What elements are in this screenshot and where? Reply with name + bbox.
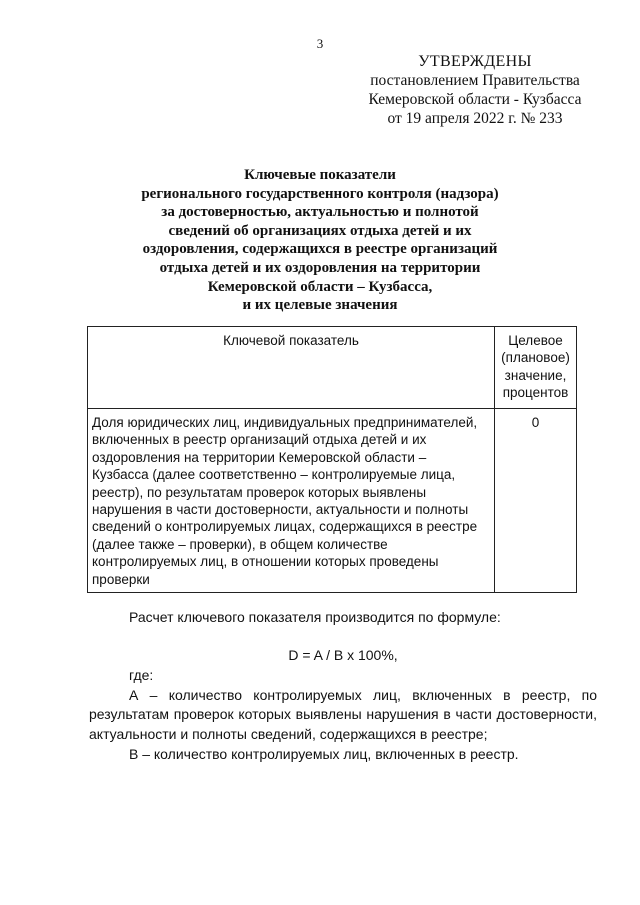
indicators-table [87,326,577,593]
title-line: за достоверностью, актуальностью и полнотой [161,204,479,221]
indicator-line: (далее также – проверки), в общем количестве [92,536,388,552]
page-number: 3 [316,36,324,51]
indicator-line: нарушения в части достоверности, актуальности и полноты [92,502,469,518]
title-line: Ключевые показатели [244,167,396,183]
definition-b: В – количество контролируемых лиц, включенных в реестр. [129,745,519,762]
indicator-line: Кузбасса (далее соответственно – контролируемые лица, [92,467,456,483]
indicator-description [88,409,495,593]
header-indicator: Ключевой показатель [88,327,495,409]
indicator-line: Доля юридических лиц, индивидуальных предпринимателей, [92,415,478,430]
header-target-value [495,327,577,409]
indicator-line: проверки [92,571,150,587]
header-target-line: (плановое) [501,350,570,366]
approval-line-3: от 19 апреля 2022 г. № 233 [387,110,563,127]
calculation-section [89,608,597,764]
approval-block [360,52,590,128]
indicator-line: реестр), по результатам проверок которых выявлены [92,484,427,500]
title-line: Кемеровской области – Кузбасса, [207,278,433,295]
approval-line-2: Кемеровской области - Кузбасса [368,91,582,108]
title-line: и их целевые значения [242,297,398,314]
title-line: оздоровления, содержащихся в реестре организаций [142,241,498,258]
approval-title: УТВЕРЖДЕНЫ [418,53,532,70]
indicator-line: включенных в реестр организаций отдыха детей и их [92,432,427,448]
table-row [88,409,577,593]
header-target-line: Целевое [508,333,563,348]
definition-a: А – количество контролируемых лиц, включенных в реестр, по результатам проверок которых выявлены нарушения в части достоверности, актуальности и полноты сведений, содержащихся в реестре; [89,686,597,742]
header-target-line: процентов [502,385,569,401]
title-line: отдыха детей и их оздоровления на территории [159,259,481,276]
header-target-line: значение, [504,367,567,383]
formula: D = A / B x 100%, [288,646,398,663]
indicator-line: сведений о контролируемых лицах, содержащихся в реестре [92,519,478,535]
target-value: 0 [495,409,577,593]
table-header-row [88,327,577,409]
calculation-intro: Расчет ключевого показателя производится по формуле: [129,609,501,625]
approval-line-1: постановлением Правительства [370,72,580,89]
title-line: сведений об организациях отдыха детей и их [168,222,472,239]
where-label: где: [129,667,154,684]
document-title [110,166,530,315]
indicator-line: оздоровления на территории Кемеровской области – [92,449,427,465]
indicator-line: контролируемых лиц, в отношении которых проведены [92,554,439,570]
title-line: регионального государственного контроля (надзора) [141,185,499,202]
